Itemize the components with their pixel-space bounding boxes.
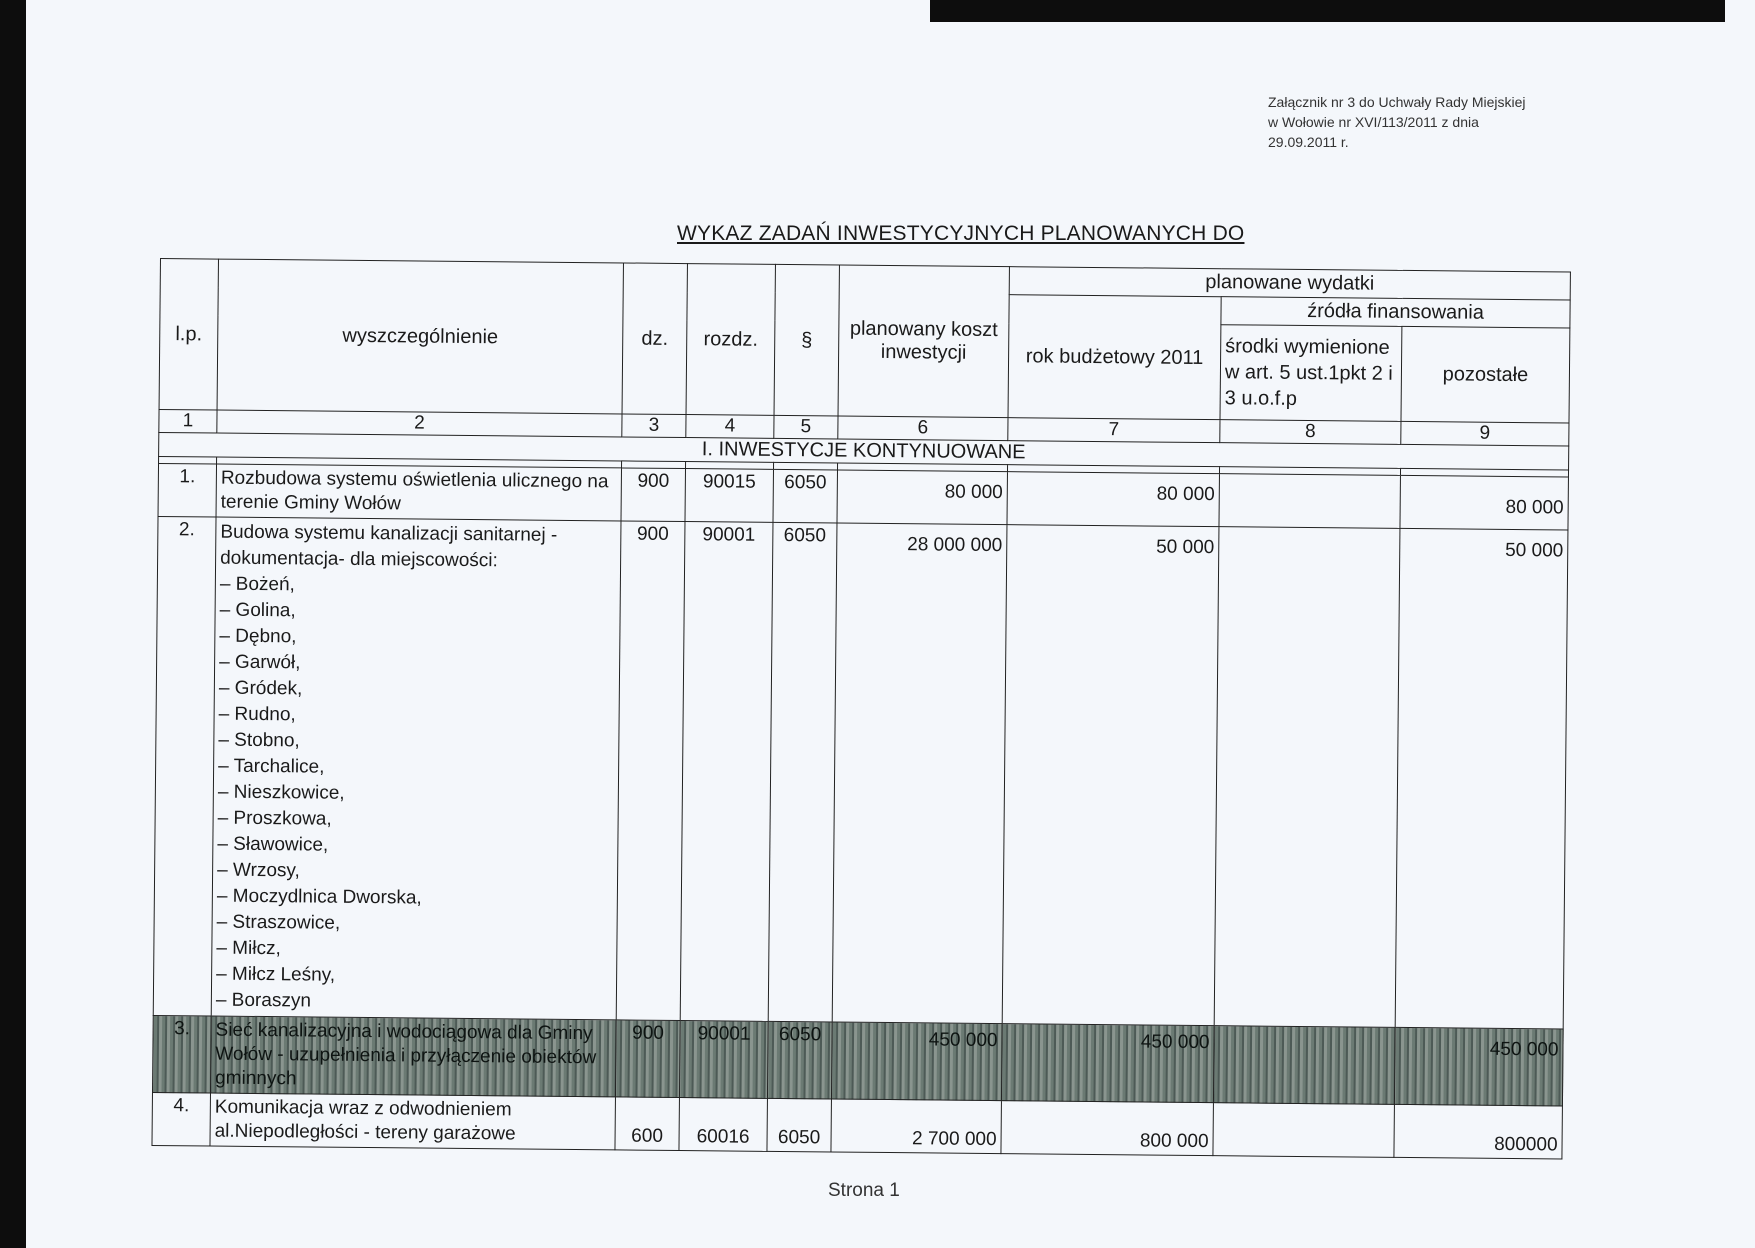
row-2-dz: 900 [616,521,685,1021]
list-item: – Sławowice, [217,832,613,862]
row-1-lp: 1. [158,463,217,517]
row-1-name: Rozbudowa systemu oświetlenia ulicznego na terenie Gminy Wołów [216,464,621,521]
investment-table [151,258,1570,1160]
table-row [152,1015,1563,1106]
list-item: – Garwół, [219,650,615,680]
attachment-line-1: Załącznik nr 3 do Uchwały Rady Miejskiej [1268,94,1526,110]
row-1-koszt: 80 000 [837,470,1008,525]
row-2-places-list [216,572,616,1018]
row-4-srodki [1213,1103,1395,1158]
attachment-line-3: 29.09.2011 r. [1268,134,1349,150]
row-2-srodki [1214,527,1400,1028]
list-item: – Miłcz, [216,936,612,966]
attachment-line-2: w Wołowie nr XVI/113/2011 z dnia [1268,114,1479,130]
header-planowane-wydatki: planowane wydatki [1009,267,1570,300]
header-srodki: środki wymienione w art. 5 ust.1pkt 2 i 3 u.o.f.p [1220,325,1402,422]
list-item: – Moczydlnica Dworska, [217,884,613,914]
row-1-rozdz: 90015 [685,469,774,523]
investment-table-wrapper [151,258,1570,1160]
list-item: – Golina, [219,598,615,628]
list-item: – Boraszyn [216,988,612,1018]
row-4-rozdz: 60016 [679,1098,768,1152]
header-planowany-koszt: planowany koszt inwestycji [838,265,1009,418]
colnum-9: 9 [1401,421,1569,446]
row-2-rozdz: 90001 [680,522,773,1022]
header-rok-budzetowy: rok budżetowy 2011 [1008,295,1221,420]
table-row [153,516,1568,1029]
colnum-6: 6 [838,416,1008,441]
row-2-name: Budowa systemu kanalizacji sanitarnej - dokumentacja- dla miejscowości: [220,521,558,572]
row-3-name: Sieć kanalizacyjna i wodociągowa dla Gminy Wołów - uzupełnienia i przyłączenie obiektów gminnych [210,1016,616,1097]
row-4-name: Komunikacja wraz z odwodnieniem al.Niepodległości - tereny garażowe [210,1093,615,1150]
colnum-1: 1 [159,409,217,433]
colnum-5: 5 [774,415,838,439]
row-2-pozostale: 50 000 [1395,528,1568,1029]
row-2-par: 6050 [768,522,837,1022]
list-item: – Tarchalice, [218,754,614,784]
row-2-name-cell [211,517,621,1020]
row-3-par: 6050 [767,1021,832,1099]
row-1-srodki [1219,474,1401,529]
row-3-lp: 3. [152,1015,211,1093]
page-footer: Strona 1 [828,1180,900,1201]
row-3-rok: 450 000 [1001,1024,1214,1103]
header-dz: dz. [622,263,687,415]
row-1-par: 6050 [773,469,838,523]
row-3-srodki [1213,1026,1395,1105]
row-3-pozostale: 450 000 [1394,1027,1563,1106]
row-3-koszt: 450 000 [831,1022,1002,1101]
row-1-rok: 80 000 [1007,472,1219,527]
row-1-dz: 900 [621,468,686,522]
scan-edge-top [930,0,1725,22]
list-item: – Gródek, [219,676,615,706]
header-zrodla-finansowania: źródła finansowania [1221,297,1570,328]
header-row-1 [160,259,1570,301]
row-3-dz: 900 [615,1020,680,1098]
header-rozdz: rozdz. [686,264,775,416]
colnum-3: 3 [622,414,686,438]
row-2-koszt: 28 000 000 [832,523,1007,1024]
header-wyszczegolnienie: wyszczególnienie [217,259,623,414]
colnum-8: 8 [1220,420,1401,445]
scan-edge-left [0,0,26,1248]
row-2-lp: 2. [153,516,216,1016]
header-pozostale: pozostałe [1401,326,1570,423]
list-item: – Nieszkowice, [218,780,614,810]
list-item: – Straszowice, [216,910,612,940]
list-item: – Miłcz Leśny, [216,962,612,992]
header-lp: l.p. [159,259,218,411]
colnum-2: 2 [217,410,622,437]
document-title: WYKAZ ZADAŃ INWESTYCYJNYCH PLANOWANYCH DO [677,222,1245,245]
list-item: – Proszkowa, [217,806,613,836]
row-4-koszt: 2 700 000 [831,1099,1002,1154]
colnum-7: 7 [1008,418,1220,443]
row-1-pozostale: 80 000 [1400,475,1569,530]
list-item: – Dębno, [219,624,615,654]
row-4-par: 6050 [767,1098,832,1152]
colnum-4: 4 [686,415,774,439]
list-item: – Wrzosy, [217,858,613,888]
header-paragraph: § [774,264,839,416]
row-3-rozdz: 90001 [679,1021,768,1099]
row-4-pozostale: 800000 [1394,1104,1563,1159]
list-item: – Bożeń, [220,572,616,602]
list-item: – Rudno, [218,702,614,732]
attachment-note [1268,92,1598,152]
section-title: I. INWESTYCJE KONTYNUOWANE [159,432,1569,470]
row-4-rok: 800 000 [1001,1101,1213,1156]
row-4-lp: 4. [152,1092,211,1146]
row-2-rok: 50 000 [1002,525,1219,1026]
list-item: – Stobno, [218,728,614,758]
row-4-dz: 600 [615,1097,680,1151]
